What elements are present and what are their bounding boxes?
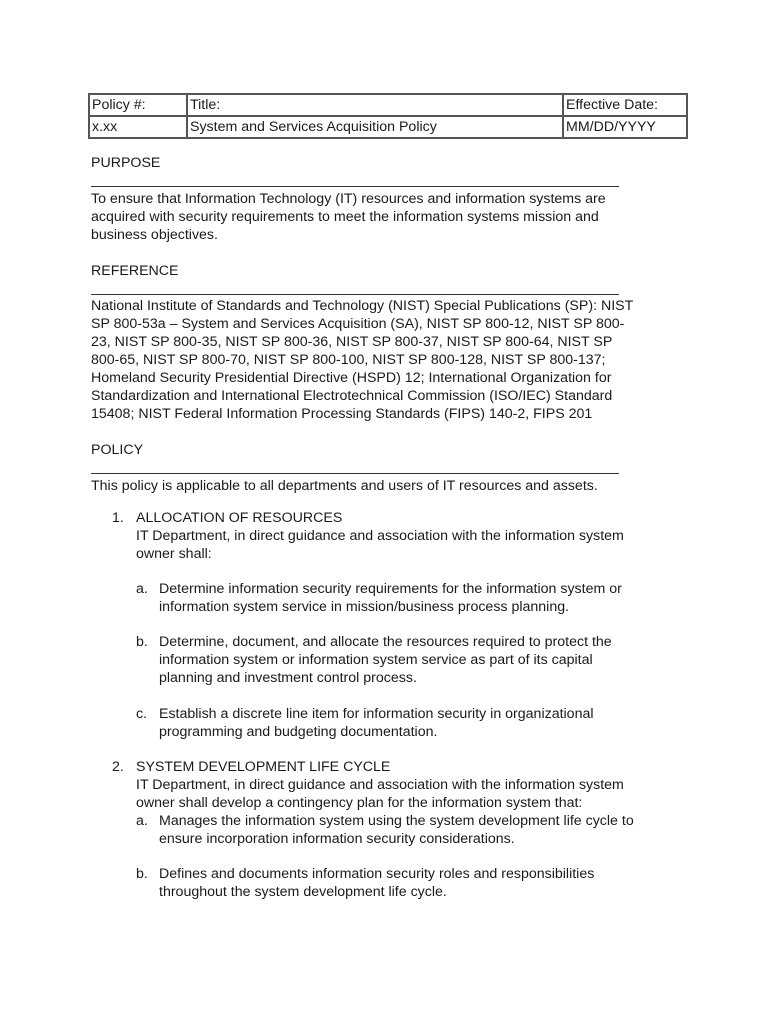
- list-item-number: 2.: [112, 759, 124, 775]
- reference-divider: [91, 294, 619, 295]
- purpose-heading: PURPOSE: [91, 155, 161, 171]
- sub-item-line: Establish a discrete line item for information security in organizational: [159, 706, 594, 722]
- list-item-line: IT Department, in direct guidance and association with the information system: [136, 777, 624, 793]
- sub-item-line: ensure incorporation information security considerations.: [159, 831, 515, 847]
- sub-item-line: information system or information system service as part of its capital: [159, 652, 593, 668]
- sub-item-line: Defines and documents information security roles and responsibilities: [159, 866, 595, 882]
- header-label-row: [89, 94, 687, 116]
- sub-item-line: Manages the information system using the system development life cycle to: [159, 813, 634, 829]
- reference-line: National Institute of Standards and Technology (NIST) Special Publications (SP): NIST: [91, 298, 634, 314]
- sub-item: [159, 865, 679, 901]
- sub-item-letter: b.: [136, 866, 148, 882]
- reference-line: SP 800-53a – System and Services Acquisition (SA), NIST SP 800-12, NIST SP 800-: [91, 316, 625, 332]
- purpose-line: business objectives.: [91, 227, 218, 243]
- reference-paragraph: [91, 297, 679, 423]
- purpose-divider: [91, 186, 619, 187]
- title-label: Title:: [187, 94, 563, 116]
- policy-header-table: [88, 93, 688, 139]
- effective-date-label: Effective Date:: [563, 94, 687, 116]
- policy-number-label: Policy #:: [89, 94, 187, 116]
- sub-item-line: planning and investment control process.: [159, 670, 417, 686]
- sub-item: [159, 705, 679, 741]
- sub-item-line: throughout the system development life cycle.: [159, 884, 447, 900]
- header-value-row: [89, 116, 687, 138]
- policy-intro-line: This policy is applicable to all departments and users of IT resources and assets.: [91, 478, 598, 494]
- reference-line: Standardization and International Electrotechnical Commission (ISO/IEC) Standard: [91, 388, 613, 404]
- purpose-line: acquired with security requirements to meet the information systems mission and: [91, 209, 599, 225]
- policy-heading: POLICY: [91, 442, 144, 458]
- list-item-heading: ALLOCATION OF RESOURCES: [136, 510, 343, 526]
- title-value: System and Services Acquisition Policy: [187, 116, 563, 138]
- policy-intro: [91, 477, 679, 495]
- sub-item-letter: c.: [136, 706, 148, 722]
- sub-item-letter: a.: [136, 813, 148, 829]
- reference-heading: REFERENCE: [91, 263, 179, 279]
- purpose-line: To ensure that Information Technology (IT) resources and information systems are: [91, 191, 606, 207]
- sub-item-line: Determine information security requirements for the information system or: [159, 581, 622, 597]
- sub-item-line: programming and budgeting documentation.: [159, 724, 438, 740]
- list-item-heading: SYSTEM DEVELOPMENT LIFE CYCLE: [136, 759, 391, 775]
- sub-item-letter: a.: [136, 581, 148, 597]
- policy-number-value: x.xx: [89, 116, 187, 138]
- sub-item: [159, 580, 679, 616]
- list-item-line: owner shall:: [136, 546, 212, 562]
- sub-item: [159, 812, 679, 848]
- policy-divider: [91, 473, 619, 474]
- sub-item: [159, 633, 679, 687]
- sub-item-line: Determine, document, and allocate the resources required to protect the: [159, 634, 612, 650]
- reference-line: 800-65, NIST SP 800-70, NIST SP 800-100, NIST SP 800-128, NIST SP 800-137;: [91, 352, 606, 368]
- list-item-number: 1.: [112, 510, 124, 526]
- sub-item-line: information system service in mission/business process planning.: [159, 599, 570, 615]
- purpose-paragraph: [91, 190, 679, 244]
- reference-line: Homeland Security Presidential Directive (HSPD) 12; International Organization for: [91, 370, 612, 386]
- list-item-system-development-life-cycle: [136, 758, 676, 812]
- reference-line: 23, NIST SP 800-35, NIST SP 800-36, NIST SP 800-37, NIST SP 800-64, NIST SP: [91, 334, 613, 350]
- list-item-allocation-of-resources: [136, 509, 676, 563]
- list-item-line: owner shall develop a contingency plan for the information system that:: [136, 795, 583, 811]
- effective-date-value: MM/DD/YYYY: [563, 116, 687, 138]
- list-item-line: IT Department, in direct guidance and association with the information system: [136, 528, 624, 544]
- reference-line: 15408; NIST Federal Information Processing Standards (FIPS) 140-2, FIPS 201: [91, 406, 593, 422]
- sub-item-letter: b.: [136, 634, 148, 650]
